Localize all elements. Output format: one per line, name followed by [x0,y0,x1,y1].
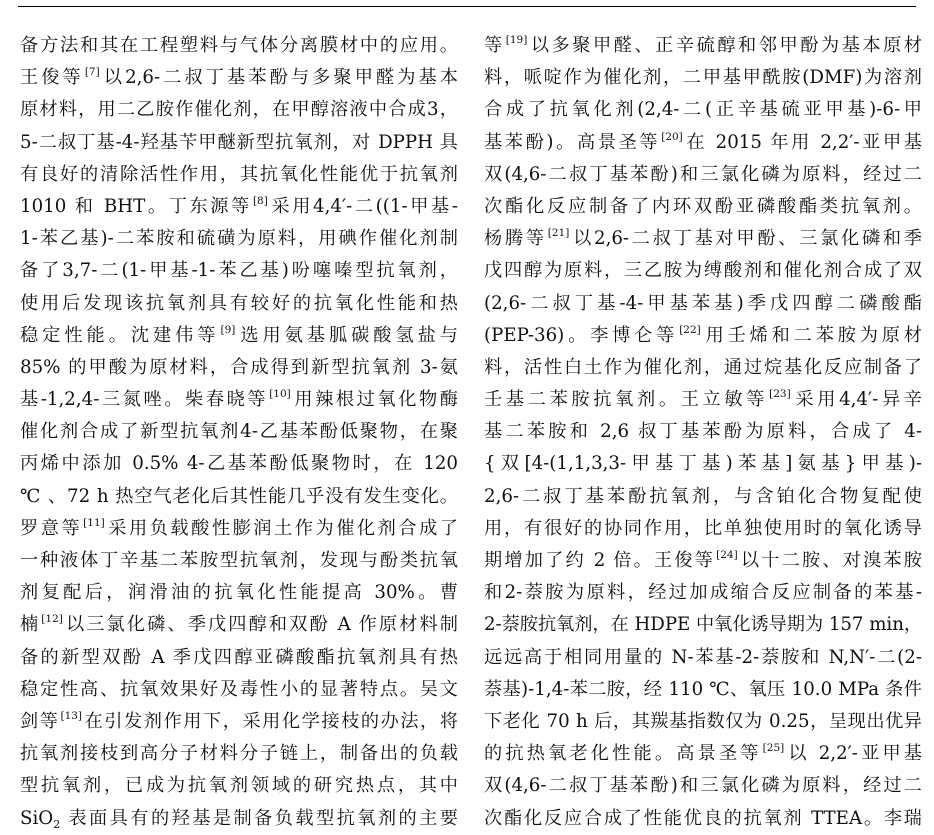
left-line-19 [20,609,458,641]
right-line-7 [484,223,922,255]
text-run: 在 2015 年用 2,2′-亚甲基 [683,131,922,153]
right-line-15 [484,481,922,513]
left-line-13 [20,416,458,448]
text-run: 下老化 70 h 后，其羰基指数仅为 0.25，呈现出优异 [484,710,922,732]
subscript: 2 [53,817,61,831]
left-line-5 [20,159,458,191]
right-line-22 [484,706,922,738]
text-run: 稳定性高、抗氧效果好及毒性小的显著特点。吴文 [20,678,458,700]
right-line-16 [484,513,922,545]
citation-ref: [8] [252,194,268,207]
left-line-2 [20,62,458,94]
text-run: 楠 [20,614,41,636]
citation-ref: [10] [269,388,291,401]
text-run: 催化剂合成了新型抗氧剂4-乙基苯酚低聚物，在聚 [20,421,458,443]
text-run: 和2-萘胺为原料，经过加成缩合反应制备的苯基- [484,582,922,604]
text-run: 双(4,6-二叔丁基苯酚)和三氯化磷为原料，经过二 [484,775,922,797]
text-run: 以2,6-二叔丁基对甲酚、三氯化磷和季 [570,228,922,250]
text-run: 1010 和 BHT。丁东源等 [20,195,252,217]
text-run: 原材料，用二乙胺作催化剂，在甲醇溶液中合成3， [20,99,458,121]
right-line-2 [484,62,922,94]
text-run: 双(4,6-二叔丁基苯酚)和三氯化磷为原料，经过二 [484,163,922,185]
left-line-6 [20,191,458,223]
text-run: 用，有很好的协同作用，比单独使用时的氧化诱导 [484,517,922,539]
text-run: 用壬烯和二苯胺为原材 [701,324,922,346]
text-run: 采用4,4′-二((1-甲基- [268,195,458,217]
text-run: 基苯酚)。高景圣等 [484,131,661,153]
text-run: 用辣根过氧化物酶 [291,389,458,411]
citation-ref: [23] [769,388,791,401]
text-run: ℃ 、72 h 热空气老化后其性能几乎没有发生变化。 [20,485,458,507]
text-run: 基-1,2,4-三氮唑。柴春晓等 [20,389,269,411]
left-line-3 [20,94,458,126]
text-run: 一种液体丁辛基二苯胺型抗氧剂，发现与酚类抗氧 [20,550,458,571]
text-run: 表面具有的羟基是制备负载型抗氧剂的主要 [60,807,458,829]
left-line-18 [20,577,458,609]
right-line-20 [484,642,922,674]
left-line-23 [20,738,458,770]
left-column [20,30,458,835]
text-run: 1-苯乙基)-二苯胺和硫磺为原料，用碘作催化剂制 [20,228,458,250]
text-run: 的抗热氧老化性能。高景圣等 [484,743,762,765]
text-run: 剂复配后，润滑油的抗氧化性能提高 30%。曹 [20,582,458,604]
text-run: 壬基二苯胺抗氧剂。王立敏等 [484,389,769,411]
text-run: 期增加了约 2 倍。王俊等 [484,550,716,571]
text-run: (PEP-36)。李博仑等 [484,324,679,346]
citation-ref: [7] [84,66,100,79]
left-line-17 [20,545,458,577]
right-line-14 [484,448,922,480]
text-run: 备的新型双酚 A 季戊四醇亚磷酸酯抗氧剂具有热 [20,646,458,668]
text-run: 基二苯胺和 2,6 叔丁基苯酚为原料，合成了 4- [484,421,922,443]
text-run: 备方法和其在工程塑料与气体分离膜材中的应用。 [20,35,458,56]
text-run: 型抗氧剂，已成为抗氧剂领域的研究热点，其中 [20,775,458,797]
left-line-21 [20,674,458,706]
left-line-7 [20,223,458,255]
left-line-22 [20,706,458,738]
text-run: 采用负载酸性膨润土作为催化剂合成了 [105,517,458,539]
text-run: {双[4-(1,1,3,3-甲基丁基)苯基]氨基}甲基)- [484,453,922,475]
text-run: 剑等 [20,710,60,732]
text-run: 萘基)-1,4-苯二胺，经 110 ℃、氧压 10.0 MPa 条件 [484,678,922,700]
right-line-6 [484,191,922,223]
right-line-19 [484,609,922,641]
left-line-9 [20,288,458,320]
text-run: SiO [20,807,54,829]
text-run: 料，活性白土作为催化剂，通过烷基化反应制备了 [484,356,922,378]
left-line-10 [20,320,458,352]
left-line-24 [20,770,458,802]
left-line-11 [20,352,458,384]
text-run: 以十二胺、对溴苯胺 [738,550,922,571]
left-line-25 [20,803,458,835]
text-run: 使用后发现该抗氧剂具有较好的抗氧化性能和热 [20,292,458,314]
right-line-12 [484,384,922,416]
text-run: 以2,6-二叔丁基苯酚与多聚甲醛为基本 [100,67,458,89]
right-line-18 [484,577,922,609]
right-line-11 [484,352,922,384]
text-run: 杨腾等 [484,228,547,250]
citation-ref: [11] [83,516,105,529]
left-line-4 [20,127,458,159]
text-run: 稳定性能。沈建伟等 [20,324,220,346]
left-line-12 [20,384,458,416]
right-line-5 [484,159,922,191]
text-run: 次酯化反应制备了内环双酚亚磷酸酯类抗氧剂。 [484,195,922,217]
left-line-14 [20,448,458,480]
text-run: 丙烯中添加 0.5% 4-乙基苯酚低聚物时，在 120 [20,453,458,475]
right-line-17 [484,545,922,577]
text-run: 抗氧剂接枝到高分子材料分子链上，制备出的负载 [20,743,458,765]
text-run: 次酯化反应合成了性能优良的抗氧剂 TTEA。李瑞 [484,807,922,829]
text-run: 戊四醇为原料，三乙胺为缚酸剂和催化剂合成了双 [484,260,922,282]
citation-ref: [21] [547,227,570,240]
citation-ref: [22] [679,323,701,336]
text-run: 王俊等 [20,67,84,89]
text-run: 2,6-二叔丁基苯酚抗氧剂，与含铂化合物复配使 [484,485,922,507]
text-run: 合成了抗氧化剂(2,4-二(正辛基硫亚甲基)-6-甲 [484,99,922,121]
right-line-4 [484,127,922,159]
text-run: 罗意等 [20,517,83,539]
left-line-16 [20,513,458,545]
citation-ref: [12] [41,613,63,626]
text-run: 2-萘胺抗氧剂，在 HDPE 中氧化诱导期为 157 min， [484,614,922,636]
text-run: 选用氨基胍碳酸氢盐与 [236,324,458,346]
citation-ref: [13] [60,709,83,722]
text-run: 5-二叔丁基-4-羟基苄甲醚新型抗氧剂，对 DPPH 具 [20,131,458,153]
text-run: 85% 的甲酸为原材料，合成得到新型抗氧剂 3-氨 [20,356,458,378]
right-line-10 [484,320,922,352]
citation-ref: [25] [762,742,785,755]
right-line-24 [484,770,922,802]
right-line-3 [484,94,922,126]
left-line-1 [20,30,458,62]
citation-ref: [9] [220,323,236,336]
left-line-20 [20,642,458,674]
citation-ref: [19] [505,34,528,46]
right-line-23 [484,738,922,770]
citation-ref: [24] [716,549,738,561]
text-run: 料，哌啶作为催化剂，二甲基甲酰胺(DMF)为溶剂 [484,67,922,89]
text-run: 有良好的清除活性作用，其抗氧化性能优于抗氧剂 [20,163,458,185]
text-run: 以 2,2′-亚甲基 [785,743,922,765]
right-line-8 [484,255,922,287]
top-rule [18,6,916,7]
right-line-13 [484,416,922,448]
right-line-25 [484,803,922,835]
right-line-21 [484,674,922,706]
left-line-15 [20,481,458,513]
text-run: 远远高于相同用量的 N-苯基-2-萘胺和 N,N′-二(2- [484,646,922,668]
citation-ref: [20] [661,130,683,143]
right-column [484,30,922,835]
right-line-1 [484,30,922,62]
text-run: 在引发剂作用下，采用化学接枝的办法，将 [83,710,458,732]
text-run: 采用4,4′-异辛 [791,389,922,411]
text-run: 以多聚甲醛、正辛硫醇和邻甲酚为基本原材 [528,35,922,56]
left-line-8 [20,255,458,287]
right-line-9 [484,288,922,320]
text-run: 以三氯化磷、季戊四醇和双酚 A 作原材料制 [63,614,458,636]
text-run: (2,6-二叔丁基-4-甲基苯基)季戊四醇二磷酸酯 [484,292,922,314]
text-run: 等 [484,35,505,56]
text-run: 备了3,7-二(1-甲基-1-苯乙基)吩噻嗪型抗氧剂， [20,260,458,282]
